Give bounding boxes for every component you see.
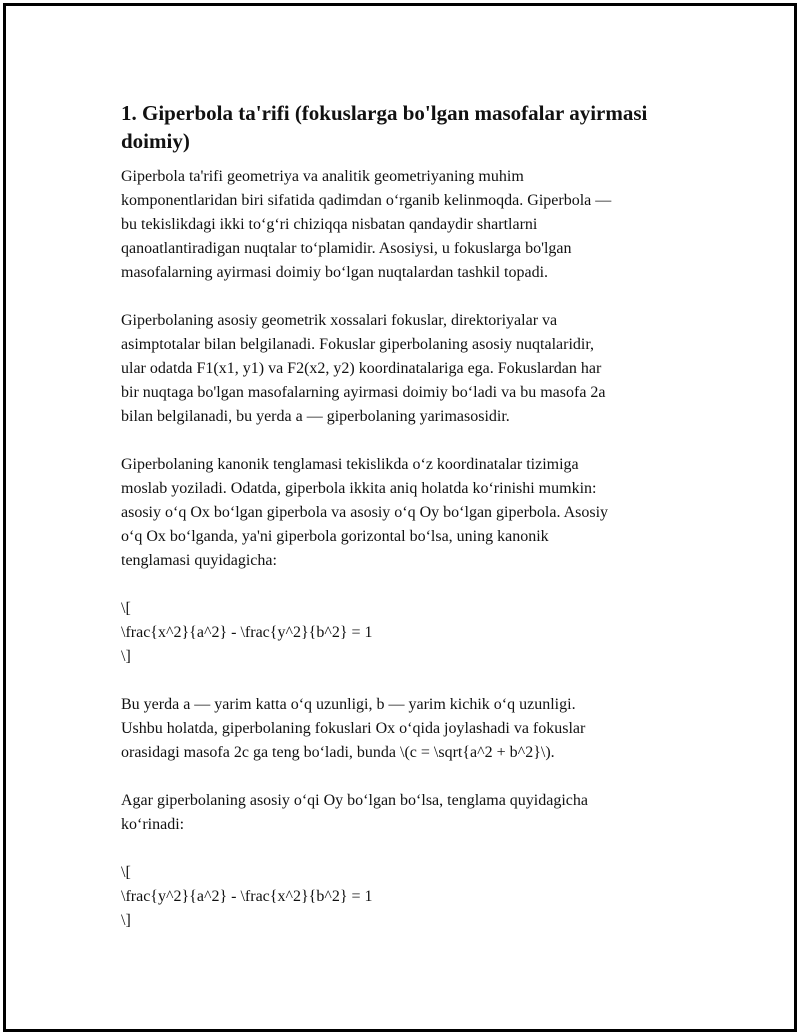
equation-open-delimiter: \[ [121, 600, 131, 617]
equation-body: \frac{y^2}{a^2} - \frac{x^2}{b^2} = 1 [121, 888, 373, 905]
document-content [121, 99, 696, 957]
equation-body: \frac{x^2}{a^2} - \frac{y^2}{b^2} = 1 [121, 624, 373, 641]
paragraph-vertical-case: Agar giperbolaning asosiy o‘qi Oy bo‘lgan bo‘lsa, tenglama quyidagicha ko‘rinadi: [121, 792, 588, 833]
equation-vertical [121, 861, 696, 933]
paragraph-canonical-equation: Giperbolaning kanonik tenglamasi tekislikda o‘z koordinatalar tizimiga moslab yoziladi. Odatda, giperbola ikkita aniq holatda ko‘rinishi mumkin: asosiy o‘q Ox bo‘lgan giperbola va asosiy o‘q Oy bo‘lgan giperbola. Asosiy o‘q Ox bo‘lganda, ya'ni giperbola gorizontal bo‘lsa, uning kanonik tenglamasi quyidagicha: [121, 456, 609, 569]
equation-close-delimiter: \] [121, 648, 131, 665]
paragraph-axes-explanation: Bu yerda a — yarim katta o‘q uzunligi, b — yarim kichik o‘q uzunligi. Ushbu holatda, giperbolaning fokuslari Ox o‘qida joylashadi va fokuslar orasidagi masofa 2c ga teng bo‘ladi, bunda \(c = \sqrt{a^2 + b^2}\). [121, 696, 586, 761]
equation-open-delimiter: \[ [121, 864, 131, 881]
paragraph-definition: Giperbola ta'rifi geometriya va analitik geometriyaning muhim komponentlaridan biri sifatida qadimdan o‘rganib kelinmoqda. Giperbola — bu tekislikdagi ikki to‘g‘ri chiziqqa nisbatan qandaydir shartlarni qanoatlantiradigan nuqtalar to‘plamidir. Asosiysi, u fokuslarga bo'lgan masofalarning ayirmasi doimiy bo‘lgan nuqtalardan tashkil topadi. [121, 168, 612, 281]
paragraph-properties: Giperbolaning asosiy geometrik xossalari fokuslar, direktoriyalar va asimptotalar bilan belgilanadi. Fokuslar giperbolaning asosiy nuqtalaridir, ular odatda F1(x1, y1) va F2(x2, y2) koordinatalariga ega. Fokuslardan har bir nuqtaga bo'lgan masofalarning ayirmasi doimiy bo‘ladi va bu masofa 2a bilan belgilanadi, bu yerda a — giperbolaning yarimasosidir. [121, 312, 606, 425]
equation-close-delimiter: \] [121, 912, 131, 929]
section-heading: 1. Giperbola ta'rifi (fokuslarga bo'lgan masofalar ayirmasi doimiy) [121, 101, 648, 153]
equation-horizontal [121, 597, 696, 669]
page-frame [3, 3, 797, 1032]
